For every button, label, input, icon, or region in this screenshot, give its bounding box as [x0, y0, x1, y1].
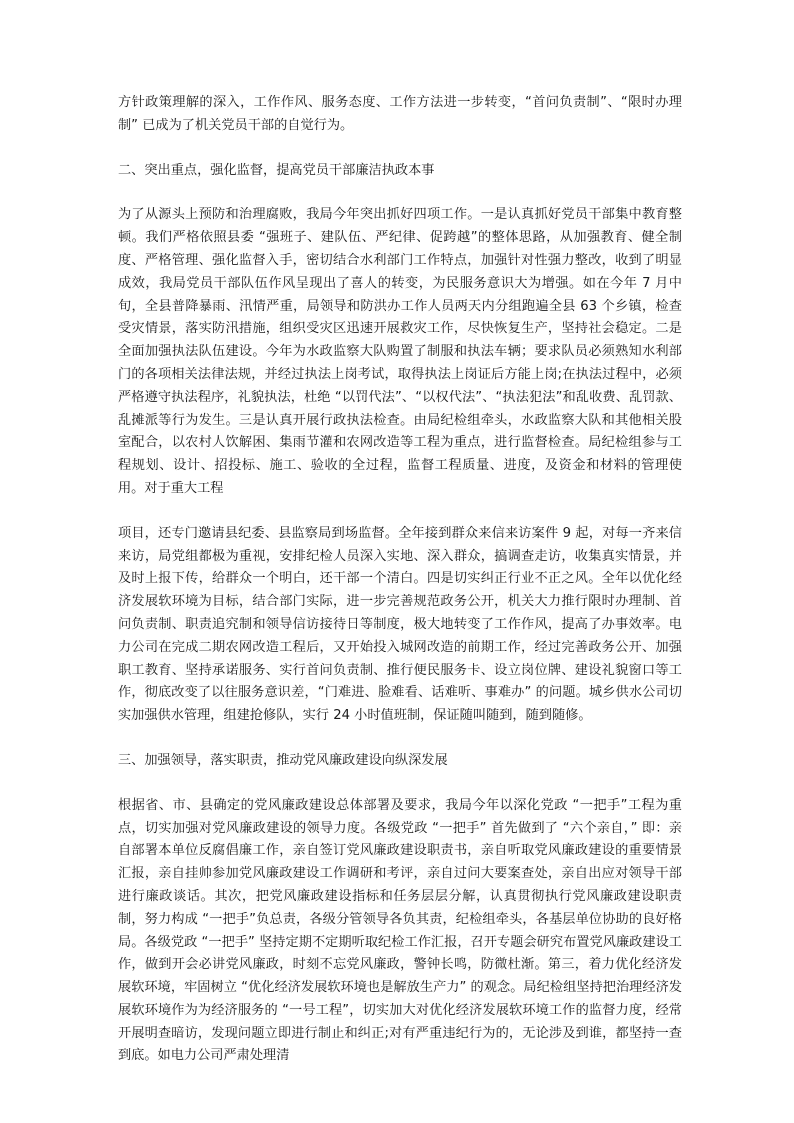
document-body	[118, 92, 682, 1090]
paragraph-1: 方针政策理解的深入，工作作风、服务态度、工作方法进一步转变，“首问负责制”、“限时办理制” 已成为了机关党员干部的自觉行为。	[118, 95, 682, 133]
section-heading-3: 三、加强领导，落实职责，推动党风廉政建设向纵深发展	[118, 752, 448, 768]
paragraph-2: 为了从源头上预防和治理腐败，我局今年突出抓好四项工作。一是认真抓好党员干部集中教育整顿。我们严格依照县委 “强班子、建队伍、严纪律、促跨越”的整体思路，从加强教育、健全制度、严格管理、强化监督入手，密切结合水利部门工作特点，加强针对性强力整改，收到了明显成效，我局党员干部队伍作风呈现出了喜人的转变，为民服务意识大为增强。如在今年 7 月中旬，全县普降暴雨、汛情严重，局领导和防洪办工作人员两天内分组跑遍全县 63 个乡镇，检查受灾情景，落实防汛措施，组织受灾区迅速开展救灾工作，尽快恢复生产，坚持社会稳定。二是全面加强执法队伍建设。今年为水政监察大队购置了制服和执法车辆；要求队员必须熟知水利部门的各项相关法律法规，并经过执法上岗考试，取得执法上岗证后方能上岗;在执法过程中，必须严格遵守执法程序，礼貌执法，杜绝 “以罚代法”、“以权代法”、“执法犯法”和乱收费、乱罚款、乱摊派等行为发生。三是认真开展行政执法检查。由局纪检组牵头，水政监察大队和其他相关股室配合，以农村人饮解困、集雨节灌和农网改造等工程为重点，进行监督检查。局纪检组参与工程规划、设计、招投标、施工、验收的全过程，监督工程质量、进度，及资金和材料的管理使用。对于重大工程	[118, 207, 682, 496]
paragraph-4: 根据省、市、县确定的党风廉政建设总体部署及要求，我局今年以深化党政 “一把手”工程为重点，切实加强对党风廉政建设的领导力度。各级党政 “一把手” 首先做到了 “六个亲自，” 即：亲自部署本单位反腐倡廉工作，亲自签订党风廉政建设职责书，亲自听取党风廉政建设的重要情景汇报，亲自挂帅参加党风廉政建设工作调研和考评，亲自过问大要案查处，亲自出应对领导干部进行廉政谈话。其次，把党风廉政建设指标和任务层层分解，认真贯彻执行党风廉政建设职责制，努力构成 “一把手”负总责，各级分管领导各负其责，纪检组牵头，各基层单位协助的良好格局。各级党政 “一把手” 坚持定期不定期听取纪检工作汇报，召开专题会研究布置党风廉政建设工作，做到开会必讲党风廉政，时刻不忘党风廉政，警钟长鸣，防微杜渐。第三，着力优化经济发展软环境，牢固树立 “优化经济发展软环境也是解放生产力” 的观念。局纪检组坚持把治理经济发展软环境作为为经济服务的 “一号工程”，切实加大对优化经济发展软环境工作的监督力度，经常开展明查暗访，发现问题立即进行制止和纠正;对有严重违纪行为的，无论涉及到谁，都坚持一查到底。如电力公司严肃处理清	[118, 797, 682, 1064]
section-heading-2: 二、突出重点，强化监督，提高党员干部廉洁执政本事	[118, 162, 435, 178]
paragraph-3: 项目，还专门邀请县纪委、县监察局到场监督。全年接到群众来信来访案件 9 起，对每一齐来信来访，局党组都极为重视，安排纪检人员深入实地、深入群众，搞调查走访，收集真实情景，并及时上报下传，给群众一个明白，还干部一个清白。四是切实纠正行业不正之风。全年以优化经济发展软环境为目标，结合部门实际，进一步完善规范政务公开，机关大力推行限时办理制、首问负责制、职责追究制和领导信访接待日等制度，极大地转变了工作作风，提高了办事效率。电力公司在完成二期农网改造工程后，又开始投入城网改造的前期工作，经过完善政务公开、加强职工教育、坚持承诺服务、实行首问负责制、推行便民服务卡、设立岗位牌、建设礼貌窗口等工作，彻底改变了以往服务意识差，“门难进、脸难看、话难听、事难办” 的问题。城乡供水公司切实加强供水管理，组建抢修队，实行 24 小时值班制，保证随叫随到，随到随修。	[118, 525, 682, 724]
